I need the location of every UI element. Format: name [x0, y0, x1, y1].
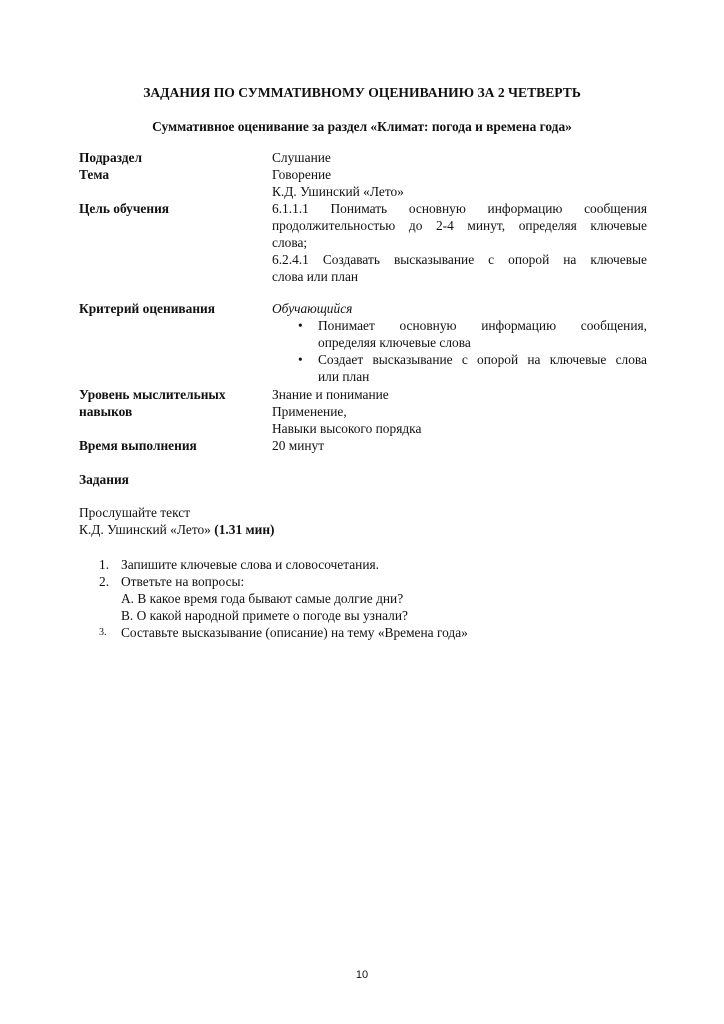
criterion-bullet-line: определяя ключевые слова [318, 335, 471, 350]
learning-goal-label: Цель обучения [79, 201, 170, 216]
subsection-value: Слушание [272, 150, 331, 165]
task-item [99, 556, 619, 573]
topic-value-line: Говорение [272, 167, 332, 182]
bullet-icon: • [298, 352, 303, 367]
task-number: 2. [99, 574, 110, 589]
criterion-bullet [272, 317, 647, 351]
task-text: Запишите ключевые слова и словосочетания. [121, 557, 380, 572]
topic-label: Тема [79, 167, 110, 182]
criterion-bullet-line: Создает высказывание с опорой на ключевые слова [318, 352, 647, 367]
audio-duration: (1.31 мин) [214, 522, 275, 537]
topic-value [272, 166, 647, 200]
time-value: 20 минут [272, 438, 325, 453]
criterion-bullet-line: или план [318, 369, 370, 384]
goal-line: 6.2.4.1 Создавать высказывание с опорой на ключевые [272, 252, 647, 267]
goal-line: слова или план [272, 269, 359, 284]
task-number: 3. [99, 627, 107, 638]
criterion-bullet [272, 351, 647, 385]
tasks-heading: Задания [79, 472, 129, 487]
document-title: ЗАДАНИЯ ПО СУММАТИВНОМУ ОЦЕНИВАНИЮ ЗА 2 ЧЕТВЕРТЬ [143, 85, 581, 100]
task-text: Ответьте на вопросы: [121, 574, 245, 589]
goal-line: 6.1.1.1 Понимать основную информацию сообщения [272, 201, 647, 216]
thinking-skills-label-line: Уровень мыслительных [79, 387, 226, 402]
learning-goal-value [272, 200, 647, 285]
thinking-skills-label [79, 386, 264, 420]
task-item [99, 573, 619, 590]
subsection-label: Подраздел [79, 150, 143, 165]
page-number: 10 [355, 969, 369, 981]
criterion-label: Критерий оценивания [79, 301, 216, 316]
question-b: В. О какой народной примете о погоде вы узнали? [121, 608, 408, 623]
thinking-skills-value [272, 386, 647, 437]
task-text: Составьте высказывание (описание) на тему «Времена года» [121, 625, 468, 640]
topic-value-line: К.Д. Ушинский «Лето» [272, 184, 404, 199]
thinking-skills-line: Навыки высокого порядка [272, 421, 422, 436]
task-item [99, 624, 619, 641]
question-a: А. В какое время года бывают самые долгие дни? [121, 591, 404, 606]
criterion-value [272, 300, 647, 385]
document-subtitle: Суммативное оценивание за раздел «Климат: погода и времена года» [152, 119, 572, 134]
bullet-icon: • [298, 318, 303, 333]
instruction-line: Прослушайте текст [79, 505, 191, 520]
goal-line: слова; [272, 235, 308, 250]
time-label: Время выполнения [79, 438, 197, 453]
thinking-skills-line: Применение, [272, 404, 347, 419]
thinking-skills-line: Знание и понимание [272, 387, 389, 402]
goal-line: продолжительностью до 2-4 минут, определяя ключевые [272, 218, 647, 233]
text-reference: К.Д. Ушинский «Лето» [79, 522, 211, 537]
criterion-bullet-line: Понимает основную информацию сообщения, [318, 318, 647, 333]
instruction-line [79, 521, 649, 538]
task-number: 1. [99, 557, 110, 572]
thinking-skills-label-line: навыков [79, 404, 133, 419]
criterion-intro: Обучающийся [272, 301, 353, 316]
